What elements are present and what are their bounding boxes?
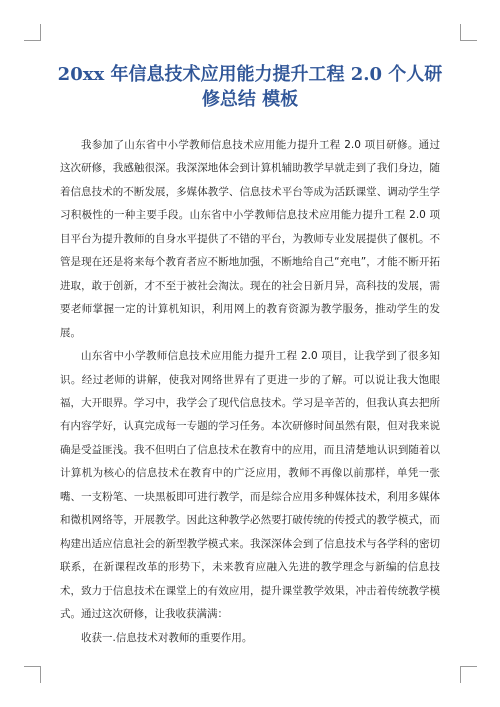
document-body [60, 134, 440, 650]
crop-mark-top-left [24, 24, 41, 41]
crop-mark-bottom-right [460, 666, 477, 683]
crop-mark-top-right [460, 24, 477, 41]
paragraph: 山东省中小学教师信息技术应用能力提升工程 2.0 项目，让我学到了很多知识。经过老师的讲解，使我对网络世界有了更进一步的了解。可以说让我大饱眼福，大开眼界。学习中，我学会了现代信息技术。学习是辛苦的，但我认真去把所有内容学好，认真完成每一专题的学习任务。本次研修时间虽然有限，但对我来说确是受益匪浅。我不但明白了信息技术在教育中的应用，而且清楚地认识到随着以计算机为核心的信息技术在教育中的广泛应用，教师不再像以前那样，单凭一张嘴、一支粉笔、一块黑板即可进行教学，而是综合应用多种媒体技术，利用多媒体和微机网络等，开展教学。因此这种教学必然要打破传统的传授式的教学模式，而构建出适应信息社会的新型教学模式来。我深深体会到了信息技术与各学科的密切联系，在新课程改革的形势下，未来教育应融入先进的教学理念与新编的信息技术，致力于信息技术在课堂上的有效应用，提升课堂教学效果，冲击着传统教学模式。通过这次研修，让我收获满满： [60, 350, 440, 621]
paragraph: 收获一.信息技术对教师的重要作用。 [81, 631, 253, 644]
document-title: 20xx 年信息技术应用能力提升工程 2.0 个人研修总结 模板 [57, 64, 443, 110]
crop-mark-bottom-left [24, 666, 41, 683]
paragraph: 我参加了山东省中小学教师信息技术应用能力提升工程 2.0 项目研修。通过这次研修，我感触很深。我深深地体会到计算机辅助教学早就走到了我们身边，随着信息技术的不断发展，多媒体教学、信息技术平台等成为活跃课堂、调动学生学习积极性的一种主要手段。山东省中小学教师信息技术应用能力提升工程 2.0 项目平台为提升教师的自身水平提供了不错的平台，为教师专业发展提供了偃机。不管是现在还是将来每个教育者应不断地加强，不断地给自己“充电”，才能不断开拓进取，敢于创新，才不至于被社会淘汰。现在的社会日新月异，高科技的发展，需要老师掌握一定的计算机知识，利用网上的教育资源为教学服务，推动学生的发展。 [60, 139, 440, 339]
